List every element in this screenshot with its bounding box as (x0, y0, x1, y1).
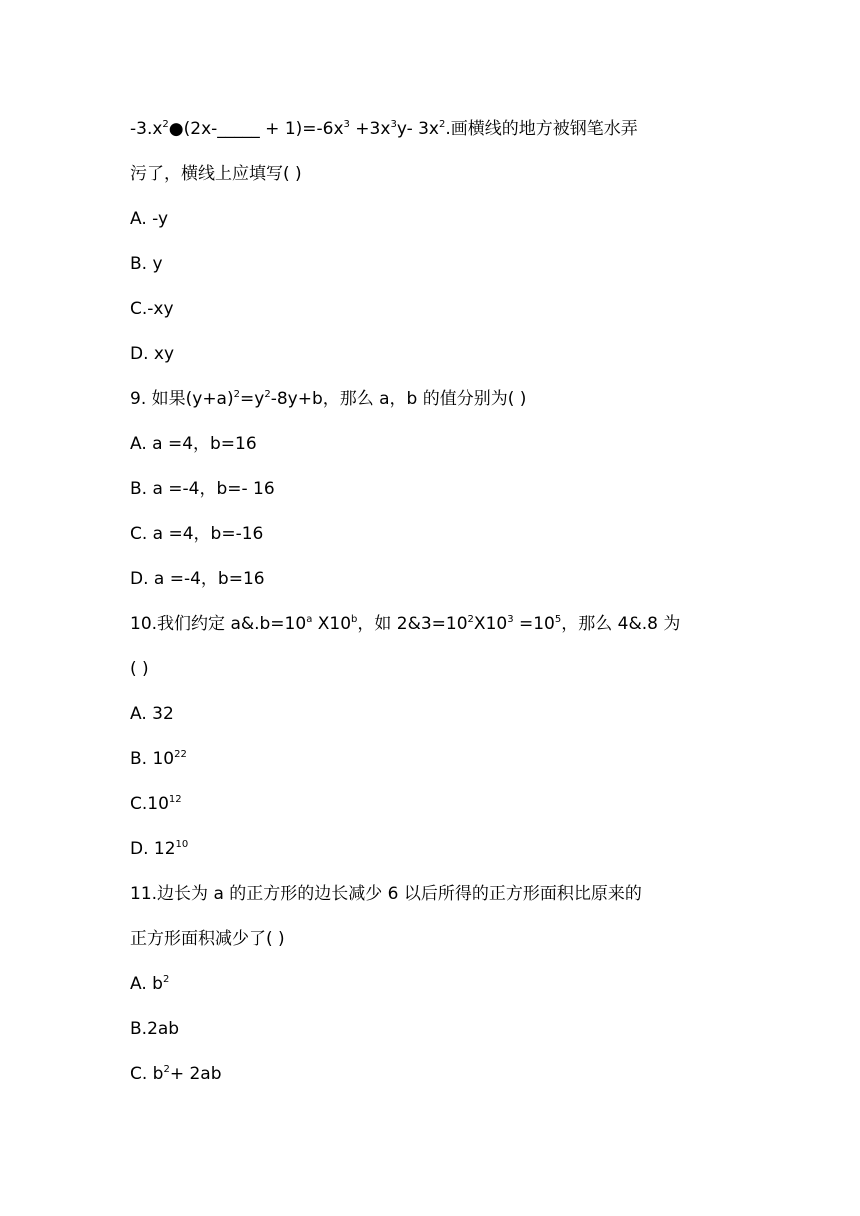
text-line (130, 118, 638, 140)
superscript: 22 (174, 749, 187, 760)
text-run: C.10 (130, 794, 169, 814)
superscript: 5 (554, 614, 562, 625)
text-line (130, 478, 275, 500)
text-line (130, 658, 149, 680)
text-run: 正方形面积减少了( ) (130, 929, 285, 949)
text-run: B. y (130, 254, 163, 274)
text-line (130, 793, 182, 815)
text-run: 污了，横线上应填写( ) (130, 164, 302, 184)
text-line (130, 1018, 179, 1040)
text-run: B. a =-4，b=- 16 (130, 479, 275, 499)
text-run: X10 (312, 614, 352, 634)
text-line (130, 1063, 222, 1085)
superscript: 10 (175, 839, 189, 850)
text-line (130, 613, 680, 635)
text-run: .画横线的地方被钢笔水弄 (445, 119, 638, 139)
text-run: +3x (349, 119, 391, 139)
superscript: 2 (162, 974, 170, 985)
superscript: 2 (233, 389, 240, 400)
superscript: a (306, 614, 313, 625)
text-line (130, 703, 174, 725)
text-line (130, 433, 257, 455)
superscript: 2 (467, 614, 474, 625)
superscript: 3 (343, 119, 350, 130)
text-line (130, 928, 285, 950)
superscript: 2 (162, 119, 169, 130)
text-run: ( ) (130, 659, 149, 679)
text-run: B. 10 (130, 749, 175, 769)
text-run: A. -y (130, 209, 169, 229)
text-run: D. 12 (130, 839, 176, 859)
text-line (130, 253, 163, 275)
text-line (130, 298, 174, 320)
text-line (130, 748, 187, 770)
text-line (130, 388, 526, 410)
text-run: 10.我们约定 a&.b=10 (130, 614, 307, 634)
superscript: 2 (439, 119, 446, 130)
text-run: y- 3x (396, 119, 439, 139)
text-run: -8y+b，那么 a，b 的值分别为( ) (270, 389, 527, 409)
text-run: B.2ab (130, 1019, 180, 1039)
text-run: -3.x (130, 119, 163, 139)
text-run: A. a =4，b=16 (130, 434, 257, 454)
text-run: A. 32 (130, 704, 174, 724)
superscript: b (351, 614, 358, 625)
text-line (130, 208, 168, 230)
text-run: X10 (473, 614, 508, 634)
text-line (130, 163, 302, 185)
superscript: 3 (390, 119, 397, 130)
text-line (130, 883, 642, 905)
superscript: 2 (163, 1064, 170, 1075)
superscript: 2 (264, 389, 271, 400)
text-run: A. b (130, 974, 163, 994)
text-run: + 2ab (169, 1064, 222, 1084)
text-run: ，那么 4&.8 为 (561, 614, 681, 634)
text-run: =y (240, 389, 265, 409)
superscript: 3 (507, 614, 514, 625)
text-run: C. a =4，b=-16 (130, 524, 264, 544)
text-run: ，如 2&3=10 (357, 614, 468, 634)
text-line (130, 523, 263, 545)
text-line (130, 838, 188, 860)
text-run: 9. 如果(y+a) (130, 389, 234, 409)
text-run: ●(2x-_____ + 1)=-6x (168, 119, 344, 139)
text-run: D. xy (130, 344, 175, 364)
text-line (130, 973, 169, 995)
text-line (130, 568, 265, 590)
text-run: C. b (130, 1064, 164, 1084)
text-line (130, 343, 174, 365)
text-run: =10 (513, 614, 555, 634)
superscript: 12 (168, 794, 182, 805)
text-run: C.-xy (130, 299, 174, 319)
text-run: D. a =-4，b=16 (130, 569, 265, 589)
text-run: 11.边长为 a 的正方形的边长减少 6 以后所得的正方形面积比原来的 (130, 884, 642, 904)
